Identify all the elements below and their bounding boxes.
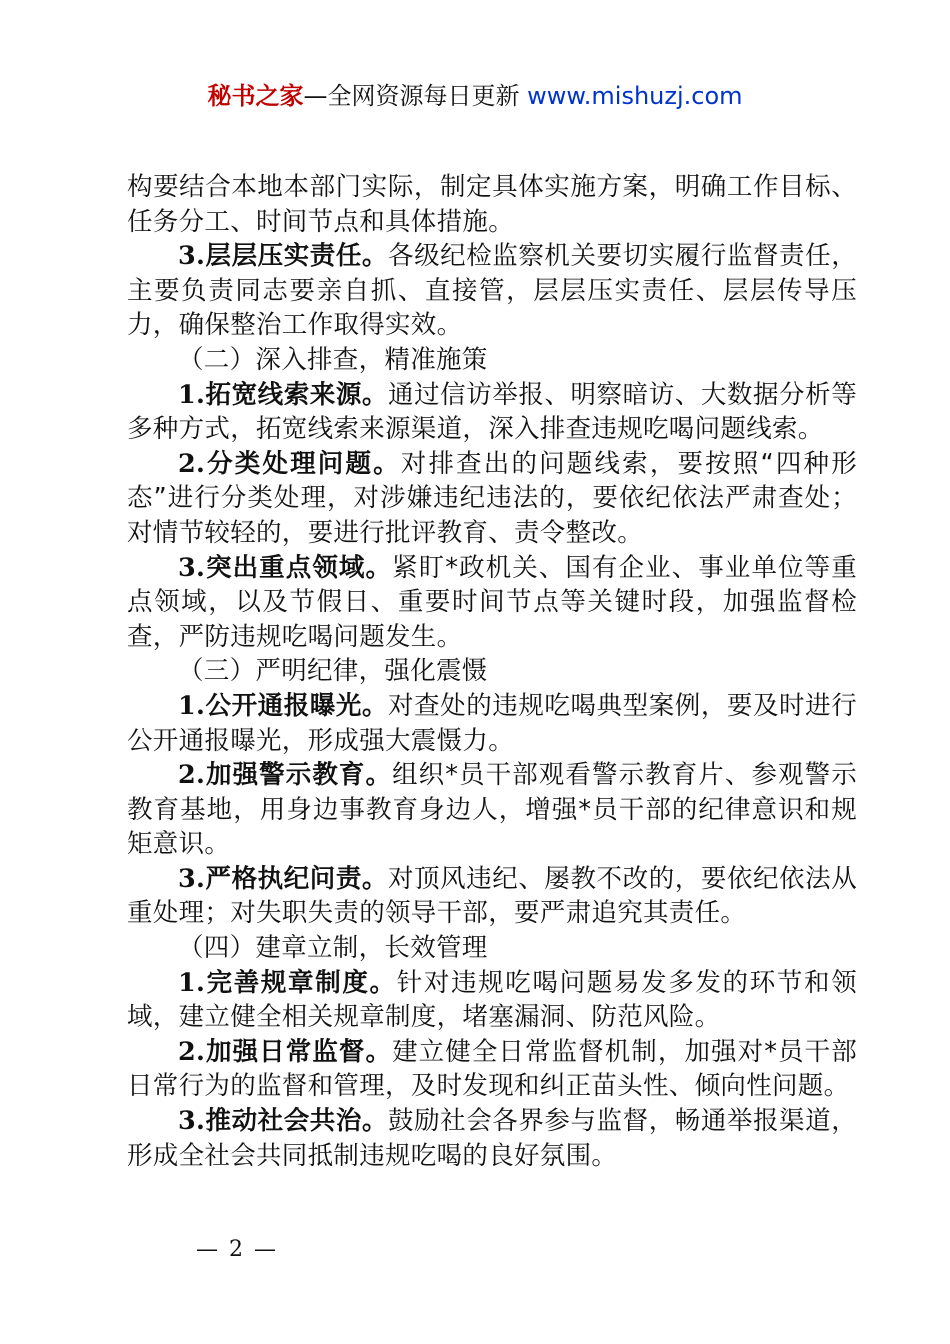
- document-body: [127, 170, 857, 1173]
- paragraph-item: 2.加强警示教育。组织*员干部观看警示教育片、参观警示教育基地，用身边事教育身边人，增强*员干部的纪律意识和规矩意识。: [127, 760, 857, 860]
- section-heading: （二）深入排查，精准施策: [178, 344, 488, 375]
- item-title: 层层压实责任。: [205, 241, 388, 272]
- paragraph-continuation: 构要结合本地本部门实际，制定具体实施方案，明确工作目标、任务分工、时间节点和具体措施。: [127, 172, 857, 237]
- item-title: 加强日常监督。: [205, 1036, 393, 1067]
- page-header: [0, 80, 950, 112]
- item-title: 拓宽线索来源。: [205, 379, 388, 410]
- site-url[interactable]: www.mishuzj.com: [527, 82, 743, 110]
- paragraph-item: 1.完善规章制度。针对违规吃喝问题易发多发的环节和领域，建立健全相关规章制度，堵塞漏洞、防范风险。: [127, 967, 857, 1033]
- section-heading: （三）严明纪律，强化震慑: [178, 656, 488, 687]
- paragraph-item: 2.分类处理问题。对排查出的问题线索，要按照“四种形态”进行分类处理，对涉嫌违纪违法的，要依纪依法严肃查处；对情节较轻的，要进行批评教育、责令整改。: [127, 448, 858, 548]
- paragraph-item: 3.推动社会共治。鼓励社会各界参与监督，畅通举报渠道，形成全社会共同抵制违规吃喝的良好氛围。: [127, 1106, 857, 1171]
- paragraph-item: 1.拓宽线索来源。通过信访举报、明察暗访、大数据分析等多种方式，拓宽线索来源渠道，深入排查违规吃喝问题线索。: [127, 379, 857, 445]
- page-number: — 2 —: [196, 1237, 278, 1262]
- item-title: 突出重点领域。: [205, 552, 393, 583]
- item-title: 公开通报曝光。: [205, 690, 388, 721]
- paragraph-item: 1.公开通报曝光。对查处的违规吃喝典型案例，要及时进行公开通报曝光，形成强大震慑力。: [127, 690, 857, 756]
- site-brand: 秘书之家: [207, 82, 304, 110]
- item-title: 加强警示教育。: [205, 760, 393, 791]
- paragraph-item: 3.严格执纪问责。对顶风违纪、屡教不改的，要依纪依法从重处理；对失职失责的领导干部，要严肃追究其责任。: [127, 863, 857, 929]
- paragraph-item: 3.突出重点领域。紧盯*政机关、国有企业、事业单位等重点领域，以及节假日、重要时间节点等关键时段，加强监督检查，严防违规吃喝问题发生。: [127, 552, 857, 652]
- paragraph-item: 2.加强日常监督。建立健全日常监督机制，加强对*员干部日常行为的监督和管理，及时发现和纠正苗头性、倾向性问题。: [127, 1036, 857, 1102]
- paragraph-item: 3.层层压实责任。各级纪检监察机关要切实履行监督责任，主要负责同志要亲自抓、直接管，层层压实责任、层层传导压力，确保整治工作取得实效。: [127, 241, 857, 341]
- item-title: 严格执纪问责。: [205, 863, 388, 894]
- section-heading: （四）建章立制，长效管理: [178, 933, 488, 964]
- item-title: 分类处理问题。: [205, 448, 401, 479]
- site-slogan: —全网资源每日更新: [303, 82, 528, 110]
- item-title: 推动社会共治。: [205, 1106, 388, 1137]
- item-title: 完善规章制度。: [205, 967, 397, 998]
